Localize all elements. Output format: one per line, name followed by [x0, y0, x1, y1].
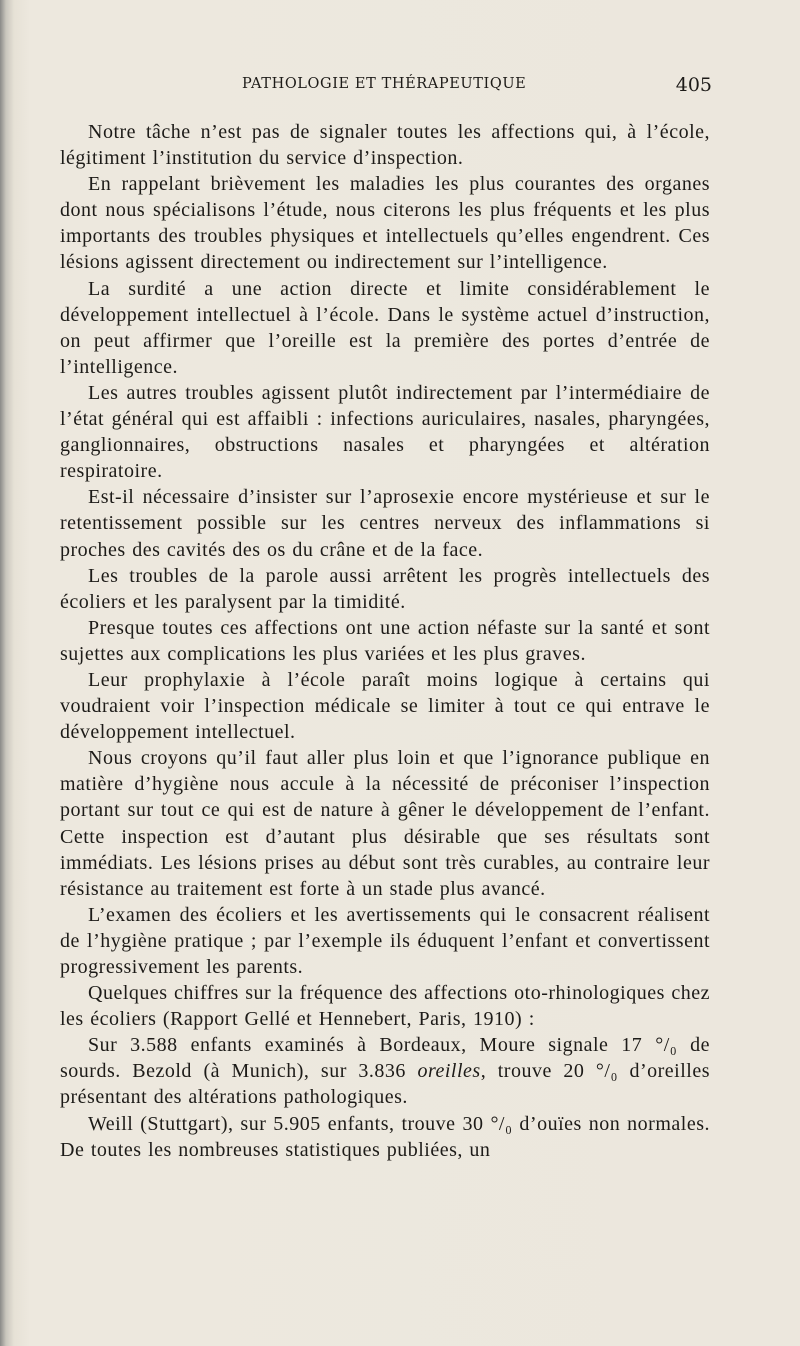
paragraph: Nous croyons qu’il faut aller plus loin et que l’ignorance publique en matière d’hygiène nous accule à la nécessité de préconiser l’inspection portant sur tout ce qui est de nature à gêner le développement de l’enfant. Cette inspection est d’autant plus désirable que ses résultats sont immédiats. Les lésions prises au début sont très curables, au contraire leur résistance au traitement est forte à un stade plus avancé.: [60, 747, 710, 900]
paragraph: Les troubles de la parole aussi arrêtent les progrès intellectuels des écoliers et les paralysent par la timidité.: [60, 564, 710, 613]
paragraph: Notre tâche n’est pas de signaler toutes les affections qui, à l’école, légitiment l’institution du service d’inspection.: [60, 121, 710, 170]
paragraph: Leur prophylaxie à l’école paraît moins logique à certains qui voudraient voir l’inspection médicale se limiter à tout ce qui entrave le développement intellectuel.: [60, 668, 710, 744]
page-header: [242, 74, 712, 98]
paragraph: En rappelant brièvement les maladies les plus courantes des organes dont nous spécialisons l’étude, nous citerons les plus fréquents et les plus importants des troubles physiques et intellectuels qu’elles engendrent. Ces lésions agissent directement ou indirectement sur l’intelligence.: [60, 173, 710, 274]
paragraph-bordeaux: [60, 1032, 710, 1110]
paragraph: L’examen des écoliers et les avertissements qui le consacrent réalisent de l’hygiène pratique ; par l’exemple ils éduquent l’enfant et convertissent progressivement les parents.: [60, 903, 710, 978]
paragraph-text: , trouve 20 °/₀ d’oreilles présentant des altérations pathologiques.: [60, 1060, 710, 1109]
page-number: 405: [675, 74, 712, 96]
body-text: [60, 119, 710, 1163]
paragraph: La surdité a une action directe et limite considérablement le développement intellectuel à l’école. Dans le système actuel d’instruction, on peut affirmer que l’oreille est la première des portes d’entrée de l’intelligence.: [60, 277, 710, 378]
paragraph: Est-il nécessaire d’insister sur l’aprosexie encore mystérieuse et sur le retentissement possible sur les centres nerveux des inflammations si proches des cavités des os du crâne et de la face.: [60, 486, 710, 561]
paragraph: Presque toutes ces affections ont une action néfaste sur la santé et sont sujettes aux complications les plus variées et les plus graves.: [60, 616, 710, 665]
running-title: PATHOLOGIE ET THÉRAPEUTIQUE: [242, 76, 527, 92]
paragraph: Quelques chiffres sur la fréquence des affections oto-rhinologiques chez les écoliers (Rapport Gellé et Hennebert, Paris, 1910) :: [60, 982, 710, 1031]
paragraph: Les autres troubles agissent plutôt indirectement par l’intermédiaire de l’état général qui est affaibli : infections auriculaires, nasales, pharyngées, ganglionnaires, obstructions nasales et pharyngées et altération respiratoire.: [60, 381, 710, 483]
italic-word: oreilles: [417, 1060, 481, 1083]
paragraph-text: Sur 3.588 enfants examinés à Bordeaux, Moure signale 17 °/₀ de sourds. Bezold (à Munich), sur 3.836: [60, 1034, 710, 1083]
paragraph: Weill (Stuttgart), sur 5.905 enfants, trouve 30 °/₀ d’ouïes non normales. De toutes les nombreuses statistiques publiées, un: [60, 1112, 710, 1161]
